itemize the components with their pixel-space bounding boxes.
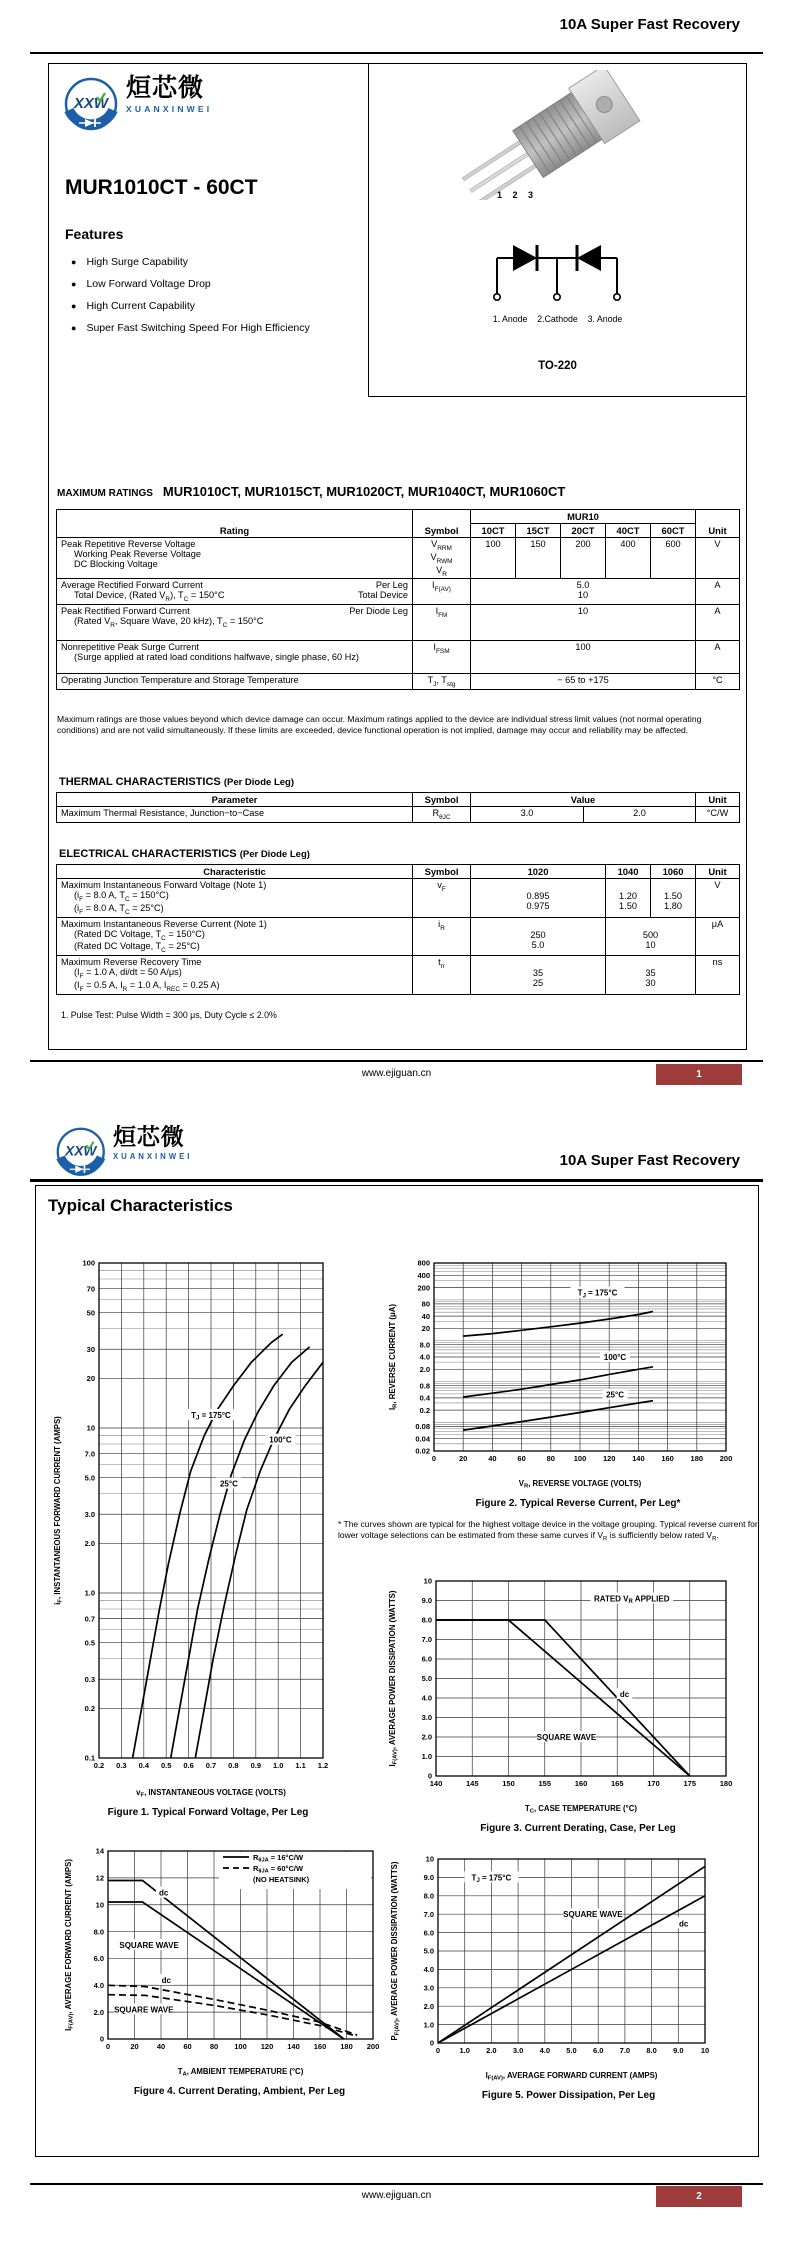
table-row: Maximum Thermal Resistance, Junction−to−Case $R_{\theta JC}$ 3.0 2.0 °C/W (57, 807, 740, 823)
col-header-15ct: 15CT (516, 524, 561, 538)
pulse-test-footnote: 1. Pulse Test: Pulse Width = 300 μs, Duty Cycle ≤ 2.0% (61, 1010, 277, 1020)
svg-text:0.8: 0.8 (419, 1381, 430, 1391)
svg-text:2.0: 2.0 (93, 2007, 104, 2017)
svg-text:80: 80 (421, 1299, 430, 1309)
col-header-60ct: 60CT (651, 524, 696, 538)
table-row: Operating Junction Temperature and Storage Temperature $T_J$, $T_{stg}$ − 65 to +175 °C (57, 674, 740, 690)
svg-text:40: 40 (488, 1454, 497, 1463)
svg-text:160: 160 (661, 1454, 674, 1463)
svg-text:0.8: 0.8 (228, 1761, 239, 1770)
bullet-icon: ● (71, 301, 77, 311)
svg-text:0.5: 0.5 (160, 1761, 172, 1770)
svg-text:SQUARE WAVE: SQUARE WAVE (114, 2005, 174, 2015)
svg-text:1.2: 1.2 (317, 1761, 329, 1770)
table-row: Nonrepetitive Peak Surge Current (Surge applied at rated load conditions halfwave, single phase, 60 Hz) $I_{FSM}$ 100 A (57, 641, 740, 674)
svg-text:0: 0 (105, 2042, 111, 2051)
svg-text:RATED VR APPLIED: RATED $V_R$ APPLIED (594, 1594, 670, 1606)
svg-text:TJ = 175°C: $T_J = 175^\circ C$ (471, 1873, 512, 1884)
svg-text:160: 160 (574, 1779, 588, 1788)
feature-item: ● High Current Capability (71, 300, 195, 312)
page-number-badge: 2 (656, 2186, 742, 2207)
svg-text:RθJA = 60°C/W: $R_{\theta JA} = 60^\circ C/W$ (253, 1864, 304, 1875)
svg-text:145: 145 (465, 1779, 479, 1788)
device-list: MUR1010CT, MUR1015CT, MUR1020CT, MUR1040CT, MUR1060CT (162, 484, 566, 499)
figure2-note: * The curves shown are typical for the highest voltage device in the voltage grouping. Typical reverse current for lower voltage selections can be estimated from these same curves if $V_R$ is sufficiently below rated $V_R$. (338, 1519, 758, 1543)
svg-text:TA, AMBIENT TEMPERATURE (°C): $T_A$, AMBIENT TEMPERATURE (°C) (177, 2067, 304, 2078)
col-header-1020: 1020 (471, 865, 606, 879)
figure2-chart (386, 1255, 738, 1491)
svg-text:9.0: 9.0 (673, 2046, 684, 2055)
svg-text:7.0: 7.0 (619, 2046, 631, 2055)
thermal-table (56, 792, 740, 823)
svg-text:9.0: 9.0 (421, 1596, 432, 1606)
svg-text:120: 120 (260, 2042, 274, 2051)
svg-text:dc: dc (619, 1690, 630, 1700)
svg-text:200: 200 (719, 1454, 733, 1463)
electrical-table (56, 864, 740, 995)
pin-legend: 1. Anode 2.Cathode 3. Anode (492, 314, 623, 324)
svg-text:IF(AV), AVERAGE FORWARD CURREN: $I_{F(AV)}$, AVERAGE FORWARD CURRENT (AMPS) (64, 1859, 75, 2031)
bullet-icon: ● (71, 279, 77, 289)
svg-text:4.0: 4.0 (421, 1693, 432, 1703)
features-heading: Features (65, 226, 124, 242)
svg-text:25°C: 25°C (606, 1390, 624, 1400)
figure4-caption: Figure 4. Current Derating, Ambient, Per Leg (133, 2086, 346, 2097)
max-ratings-label: MAXIMUM RATINGS (57, 488, 153, 499)
svg-text:VR, REVERSE VOLTAGE (VOLTS): $V_R$, REVERSE VOLTAGE (VOLTS) (518, 1479, 642, 1490)
col-header-group: MUR10 (471, 510, 696, 524)
svg-text:25°C: 25°C (219, 1479, 238, 1489)
svg-text:12: 12 (95, 1873, 104, 1883)
svg-text:dc: dc (678, 1919, 689, 1929)
svg-text:0.7: 0.7 (84, 1614, 95, 1624)
svg-text:10: 10 (95, 1900, 104, 1910)
svg-text:6.0: 6.0 (592, 2046, 604, 2055)
svg-text:0: 0 (429, 2038, 434, 2048)
svg-text:1.0: 1.0 (272, 1761, 284, 1770)
figure1-block (51, 1255, 333, 1818)
col-header-value: Value (471, 793, 696, 807)
svg-text:3.0: 3.0 (512, 2046, 524, 2055)
thermal-table-wrap (56, 792, 739, 823)
dual-diode-symbol (457, 236, 657, 308)
svg-text:14: 14 (95, 1846, 104, 1856)
svg-text:0.2: 0.2 (93, 1761, 105, 1770)
svg-text:170: 170 (647, 1779, 660, 1788)
svg-text:0.4: 0.4 (419, 1393, 430, 1403)
svg-text:1.0: 1.0 (459, 2046, 470, 2055)
brand-chinese-name: 烜芯微 (126, 74, 205, 102)
max-ratings-note: Maximum ratings are those values beyond which device damage can occur. Maximum ratings applied to the device are individual stress limit values (not normal operating conditions) and are not valid simultaneously. If these limits are exceeded, device functional operation is not implied, damage may occur and reliability may be affected. (57, 714, 702, 736)
svg-text:140: 140 (429, 1779, 443, 1788)
svg-text:0.2: 0.2 (419, 1405, 430, 1415)
figure2-block (386, 1255, 738, 1509)
table-row: Peak Rectified Forward Current Per Diode Leg (Rated $V_R$, Square Wave, 20 kHz), $T_C = 150^\circ C$ $I_{FM}$ 10 A (57, 605, 740, 641)
figure4-block (62, 1843, 385, 2097)
svg-text:40: 40 (421, 1311, 430, 1321)
page2-footer-rule (30, 2183, 763, 2185)
col-header-symbol: Symbol (413, 793, 471, 807)
svg-text:0.1: 0.1 (84, 1753, 95, 1763)
svg-text:PF(AV), AVERAGE POWER DISSIPAT: $P_{F(AV)}$, AVERAGE POWER DISSIPATION (WATTS) (390, 1861, 401, 2041)
svg-text:3.0: 3.0 (421, 1713, 432, 1723)
brand-text (113, 1126, 192, 1161)
figure2-caption: Figure 2. Typical Reverse Current, Per Leg* (475, 1498, 681, 1509)
svg-text:60: 60 (183, 2042, 192, 2051)
svg-text:5.0: 5.0 (423, 1946, 434, 1956)
svg-text:4.0: 4.0 (419, 1352, 430, 1362)
logo-emblem-icon (63, 76, 119, 132)
page2-content-box (35, 1185, 759, 2157)
table-row: Maximum Reverse Recovery Time ($I_F = 1.0$ A, di/dt = 50 A/μs) ($I_F = 0.5$ A, $I_R = 1.0$ A, $I_{REC} = 0.25$ A) $t_{rr}$ 35 25 35 30 ns (57, 956, 740, 995)
svg-text:TJ = 175°C: $T_J = 175^\circ C$ (191, 1410, 231, 1422)
svg-text:0.7: 0.7 (205, 1761, 217, 1770)
svg-text:10: 10 (423, 1576, 432, 1586)
bullet-icon: ● (71, 323, 77, 333)
page2-header-rule (30, 1179, 763, 1182)
col-header-1060: 1060 (651, 865, 696, 879)
features-list (71, 256, 361, 344)
max-ratings-heading (57, 484, 565, 499)
page1-header-rule (30, 52, 763, 54)
svg-text:1.1: 1.1 (295, 1761, 306, 1770)
col-header-unit: Unit (696, 865, 740, 879)
svg-text:30: 30 (86, 1344, 95, 1354)
svg-text:8.0: 8.0 (646, 2046, 657, 2055)
svg-text:200: 200 (417, 1283, 430, 1293)
col-header-symbol: Symbol (413, 510, 471, 538)
typical-characteristics-title: Typical Characteristics (48, 1196, 233, 1215)
col-header-10ct: 10CT (471, 524, 516, 538)
company-logo (55, 1126, 192, 1178)
svg-text:140: 140 (287, 2042, 300, 2051)
svg-text:6.0: 6.0 (423, 1928, 434, 1938)
svg-text:100: 100 (82, 1258, 95, 1268)
svg-text:0.3: 0.3 (116, 1761, 127, 1770)
to220-package-image (437, 70, 677, 200)
max-ratings-table-wrap (56, 509, 739, 690)
svg-text:2.0: 2.0 (84, 1539, 95, 1549)
figure5-caption: Figure 5. Power Dissipation, Per Leg (481, 2090, 656, 2101)
svg-text:100°C: 100°C (603, 1353, 627, 1362)
svg-text:100: 100 (234, 2042, 247, 2051)
svg-text:TJ = 175°C: $T_J = 175^\circ C$ (577, 1288, 618, 1300)
package-name: TO-220 (538, 360, 577, 372)
svg-text:4.0: 4.0 (539, 2046, 551, 2055)
svg-text:10: 10 (86, 1423, 95, 1433)
svg-text:155: 155 (538, 1779, 552, 1788)
svg-text:20: 20 (130, 2042, 139, 2051)
feature-item: ● Low Forward Voltage Drop (71, 278, 211, 290)
svg-text:IR, REVERSE CURRENT (μA): $I_R$, REVERSE CURRENT (μA) (388, 1303, 399, 1411)
svg-text:0.5: 0.5 (84, 1638, 95, 1648)
brand-text (126, 76, 212, 114)
svg-text:800: 800 (417, 1258, 430, 1268)
figure1-chart (51, 1255, 333, 1800)
svg-text:0: 0 (431, 1454, 437, 1463)
svg-text:100°C: 100°C (269, 1435, 292, 1445)
svg-text:10: 10 (700, 2046, 710, 2055)
svg-text:80: 80 (546, 1454, 555, 1463)
svg-text:8.0: 8.0 (423, 1891, 434, 1901)
table-row: Maximum Instantaneous Reverse Current (Note 1) (Rated DC Voltage, $T_C = 150^\circ C$) (Rated DC Voltage, $T_C = 25^\circ C$) $i_R$ 250 5.0 500 10 μA (57, 917, 740, 956)
svg-text:150: 150 (502, 1779, 515, 1788)
svg-text:0.3: 0.3 (84, 1674, 95, 1684)
page1-footer-rule (30, 1060, 763, 1062)
svg-text:SQUARE WAVE: SQUARE WAVE (563, 1910, 623, 1920)
svg-text:180: 180 (690, 1454, 704, 1463)
bullet-icon: ● (71, 257, 77, 267)
svg-text:120: 120 (602, 1454, 616, 1463)
svg-text:7.0: 7.0 (421, 1635, 432, 1645)
logo-letters: XXW (73, 95, 109, 112)
figure1-caption: Figure 1. Typical Forward Voltage, Per Leg (107, 1807, 309, 1818)
svg-text:IF(AV), AVERAGE FORWARD CURREN: $I_{F(AV)}$, AVERAGE FORWARD CURRENT (AMPS) (485, 2071, 658, 2082)
page-number-badge: 1 (656, 1064, 742, 1085)
svg-text:SQUARE WAVE: SQUARE WAVE (536, 1733, 597, 1742)
svg-text:180: 180 (340, 2042, 353, 2051)
svg-text:4.0: 4.0 (423, 1965, 434, 1975)
col-header-40ct: 40CT (606, 524, 651, 538)
svg-text:80: 80 (209, 2042, 219, 2051)
svg-text:400: 400 (417, 1270, 430, 1280)
svg-text:180: 180 (719, 1779, 733, 1788)
electrical-table-wrap (56, 864, 739, 995)
company-logo (63, 76, 212, 132)
figure5-block (388, 1851, 717, 2101)
table-row: Peak Repetitive Reverse Voltage Working Peak Reverse Voltage DC Blocking Voltage $V_{RRM}$ $V_{RWM}$ $V_R$ 100 150 200 400 600 V (57, 538, 740, 579)
svg-text:1.0: 1.0 (421, 1752, 432, 1762)
svg-text:8.0: 8.0 (419, 1340, 430, 1350)
brand-latin-name: XUANXINWEI (112, 1151, 193, 1161)
svg-text:160: 160 (313, 2042, 327, 2051)
package-diagram-box (368, 64, 746, 397)
brand-chinese-name: 烜芯微 (112, 1124, 185, 1150)
svg-text:7.0: 7.0 (423, 1909, 434, 1919)
svg-text:dc: dc (161, 1975, 171, 1985)
col-header-20ct: 20CT (561, 524, 606, 538)
col-header-symbol: Symbol (413, 865, 471, 879)
website-url: www.ejiguan.cn (361, 2190, 432, 2201)
svg-text:6.0: 6.0 (421, 1654, 432, 1664)
part-number-title: MUR1010CT - 60CT (65, 176, 258, 199)
table-row: Maximum Instantaneous Forward Voltage (Note 1) ($i_F = 8.0$ A, $T_C = 150^\circ C$) ($i_F = 8.0$ A, $T_C = 25^\circ C$) $v_F$ 0.895 0.975 1.20 1.50 1.50 1.80 V (57, 879, 740, 918)
max-ratings-table (56, 509, 740, 690)
feature-item: ● High Surge Capability (71, 256, 188, 268)
thermal-heading: THERMAL CHARACTERISTICS (Per Diode Leg) (59, 776, 295, 788)
page1-header-title: 10A Super Fast Recovery (559, 16, 740, 33)
svg-text:RθJA = 16°C/W: $R_{\theta JA} = 16^\circ C/W$ (253, 1853, 304, 1864)
svg-text:(NO HEATSINK): (NO HEATSINK) (253, 1875, 310, 1884)
svg-text:20: 20 (86, 1374, 95, 1384)
svg-text:3.0: 3.0 (84, 1509, 95, 1519)
svg-text:0: 0 (99, 2034, 104, 2044)
svg-text:IF(AV), AVERAGE POWER DISSIPAT: $I_{F(AV)}$, AVERAGE POWER DISSIPATION (WATTS) (388, 1590, 399, 1767)
page2-header-title: 10A Super Fast Recovery (559, 1152, 740, 1169)
svg-text:9.0: 9.0 (423, 1873, 434, 1883)
svg-text:7.0: 7.0 (84, 1449, 95, 1459)
figure5-chart (388, 1851, 717, 2083)
feature-item: ● Super Fast Switching Speed For High Efficiency (71, 322, 310, 334)
electrical-heading: ELECTRICAL CHARACTERISTICS (Per Diode Leg) (59, 848, 310, 860)
svg-text:8.0: 8.0 (421, 1615, 432, 1625)
svg-text:0.4: 0.4 (138, 1761, 150, 1770)
col-header-unit: Unit (696, 793, 740, 807)
svg-text:0.04: 0.04 (415, 1434, 430, 1444)
svg-text:6.0: 6.0 (93, 1954, 104, 1964)
svg-text:SQUARE WAVE: SQUARE WAVE (119, 1941, 179, 1950)
website-url: www.ejiguan.cn (361, 1068, 432, 1079)
svg-text:dc: dc (158, 1888, 169, 1898)
figure3-block (386, 1571, 738, 1834)
col-header-rating: Rating (57, 510, 413, 538)
svg-text:2.0: 2.0 (486, 2046, 497, 2055)
svg-text:0.08: 0.08 (415, 1422, 430, 1432)
table-row: Average Rectified Forward Current Per Leg Total Device, (Rated $V_R$), $T_C = 150^\circ C$ Total Device $I_{F(AV)}$ 5.0 10 A (57, 579, 740, 605)
logo-emblem-icon (55, 1126, 107, 1178)
figure4-chart (62, 1843, 385, 2079)
svg-text:50: 50 (86, 1308, 95, 1318)
svg-text:4.0: 4.0 (93, 1980, 104, 1990)
svg-text:175: 175 (683, 1779, 697, 1788)
col-header-unit: Unit (696, 510, 740, 538)
col-header-1040: 1040 (606, 865, 651, 879)
svg-text:5.0: 5.0 (84, 1473, 95, 1483)
svg-text:1.0: 1.0 (84, 1588, 95, 1598)
svg-text:140: 140 (632, 1454, 645, 1463)
svg-text:5.0: 5.0 (421, 1674, 432, 1684)
svg-text:70: 70 (86, 1284, 95, 1294)
svg-text:200: 200 (366, 2042, 380, 2051)
svg-text:8.0: 8.0 (93, 1927, 104, 1937)
svg-text:3.0: 3.0 (423, 1983, 434, 1993)
svg-text:20: 20 (459, 1454, 468, 1463)
svg-text:165: 165 (610, 1779, 624, 1788)
col-header-parameter: Parameter (57, 793, 413, 807)
figure3-caption: Figure 3. Current Derating, Case, Per Leg (480, 1823, 676, 1834)
svg-text:2.0: 2.0 (423, 2001, 434, 2011)
svg-text:60: 60 (517, 1454, 526, 1463)
figure3-chart (386, 1571, 738, 1816)
svg-text:0: 0 (427, 1771, 432, 1781)
svg-text:0.2: 0.2 (84, 1704, 95, 1714)
svg-text:0.02: 0.02 (415, 1446, 430, 1456)
svg-text:1.0: 1.0 (423, 2020, 434, 2030)
svg-text:5.0: 5.0 (566, 2046, 577, 2055)
col-header-characteristic: Characteristic (57, 865, 413, 879)
svg-text:2.0: 2.0 (421, 1732, 432, 1742)
brand-latin-name: XUANXINWEI (126, 104, 213, 114)
svg-text:0.9: 0.9 (250, 1761, 262, 1770)
svg-text:100: 100 (573, 1454, 587, 1463)
page1-content-box (48, 63, 747, 1050)
svg-text:vF, INSTANTANEOUS VOLTAGE (VOL: $v_F$, INSTANTANEOUS VOLTAGE (VOLTS) (136, 1788, 286, 1799)
svg-text:10: 10 (425, 1854, 434, 1864)
svg-text:20: 20 (421, 1324, 430, 1334)
svg-text:0: 0 (435, 2046, 441, 2055)
svg-text:iF, INSTANTANEOUS FORWARD CURR: $i_F$, INSTANTANEOUS FORWARD CURRENT (AMPS) (53, 1416, 64, 1605)
svg-text:0.6: 0.6 (183, 1761, 194, 1770)
svg-text:40: 40 (156, 2042, 166, 2051)
pin-numbers-label: 1 2 3 (497, 190, 538, 200)
logo-letters: XXW (65, 1143, 97, 1159)
svg-text:TC, CASE TEMPERATURE (°C): $T_C$, CASE TEMPERATURE (°C) (524, 1804, 638, 1815)
svg-text:2.0: 2.0 (419, 1364, 430, 1374)
